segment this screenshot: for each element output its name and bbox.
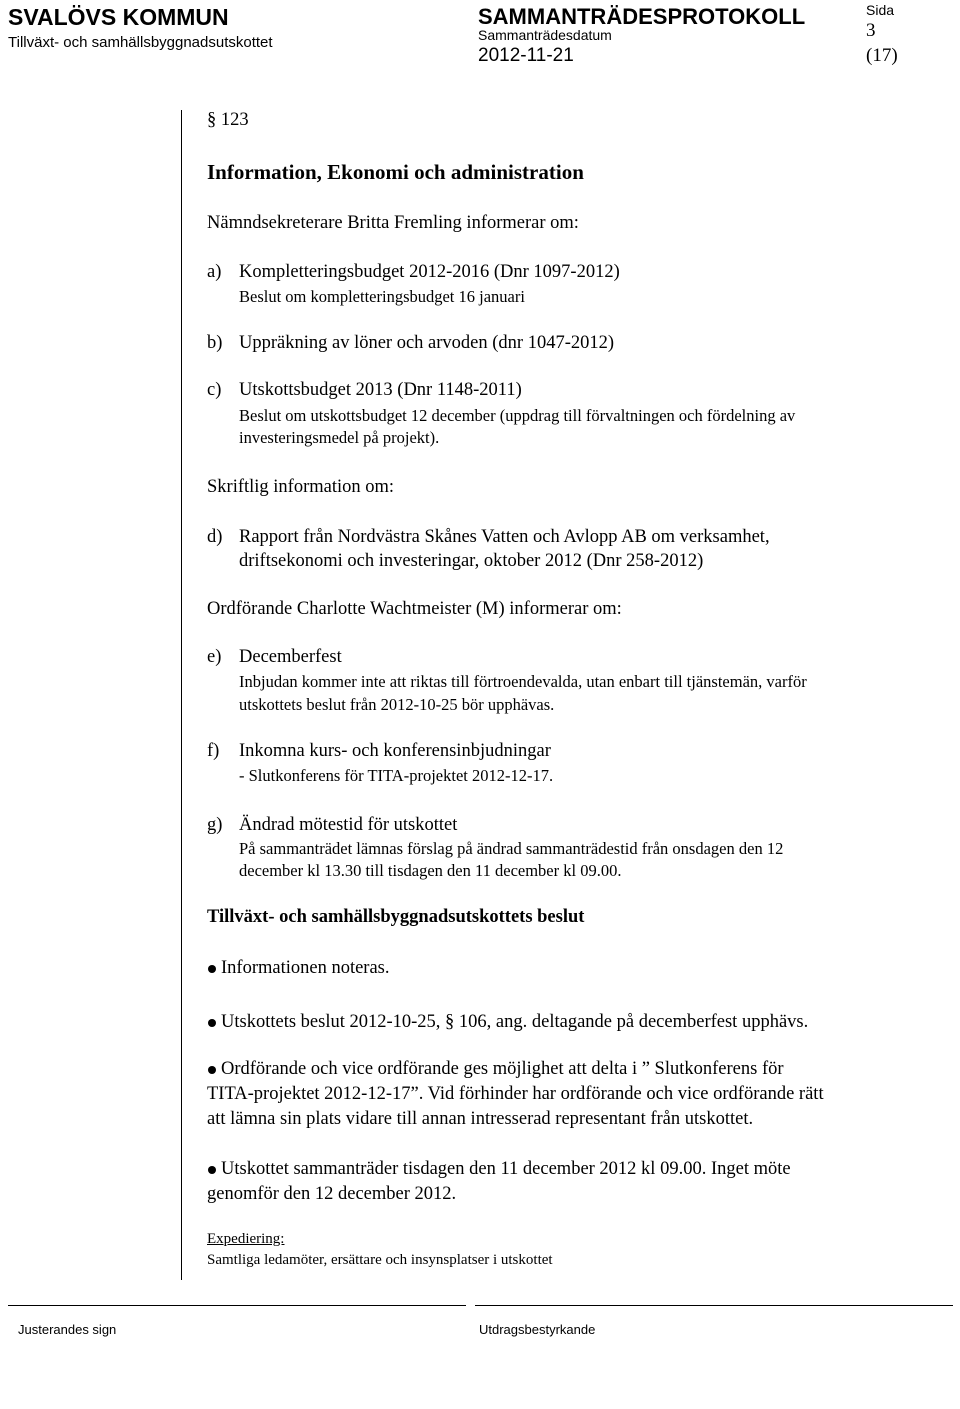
item-marker: e) bbox=[207, 647, 222, 667]
page-number: 3 bbox=[866, 20, 876, 41]
bullet-icon bbox=[208, 1066, 216, 1074]
item-detail: Inbjudan kommer inte att riktas till förtroendevalda, utan enbart till tjänstemän, varför bbox=[239, 672, 807, 691]
item-marker: f) bbox=[207, 741, 220, 761]
decision-text: Utskottet sammanträder tisdagen den 11 december 2012 kl 09.00. Inget möte bbox=[221, 1159, 791, 1179]
bullet-icon bbox=[208, 965, 216, 973]
footer-rule-left bbox=[8, 1305, 466, 1306]
intro-written: Skriftlig information om: bbox=[207, 477, 395, 497]
page-label: Sida bbox=[866, 2, 895, 18]
item-heading: Uppräkning av löner och arvoden (dnr 1047-2012) bbox=[239, 333, 615, 353]
decision-text: TITA-projektet 2012-12-17”. Vid förhinder har ordförande och vice ordförande rätt bbox=[207, 1084, 824, 1104]
extract-certification-label: Utdragsbestyrkande bbox=[479, 1322, 596, 1337]
page-total: (17) bbox=[866, 45, 898, 66]
expediting-label: Expediering: bbox=[207, 1231, 285, 1247]
meeting-date: 2012-11-21 bbox=[478, 45, 574, 66]
section-title: Information, Ekonomi och administration bbox=[207, 160, 584, 184]
item-marker: b) bbox=[207, 333, 223, 353]
meeting-date-label: Sammanträdesdatum bbox=[478, 27, 612, 43]
item-detail: På sammanträdet lämnas förslag på ändrad sammanträdestid från onsdagen den 12 bbox=[239, 839, 784, 858]
organization-name: SVALÖVS KOMMUN bbox=[8, 4, 229, 30]
expediting-recipients: Samtliga ledamöter, ersättare och insynsplatser i utskottet bbox=[207, 1252, 553, 1268]
item-detail: Beslut om utskottsbudget 12 december (uppdrag till förvaltningen och fördelning av bbox=[239, 406, 796, 425]
bullet-icon bbox=[208, 1166, 216, 1174]
protocol-title: SAMMANTRÄDESPROTOKOLL bbox=[478, 4, 806, 29]
adjuster-signature-label: Justerandes sign bbox=[18, 1322, 117, 1337]
item-heading: Decemberfest bbox=[239, 647, 342, 667]
item-text: Rapport från Nordvästra Skånes Vatten och Avlopp AB om verksamhet, bbox=[239, 527, 770, 547]
item-marker: c) bbox=[207, 380, 222, 400]
item-text: driftsekonomi och investeringar, oktober 2012 (Dnr 258-2012) bbox=[239, 551, 704, 571]
intro-secretary: Nämndsekreterare Britta Fremling informerar om: bbox=[207, 213, 579, 233]
decision-text: Informationen noteras. bbox=[221, 958, 390, 978]
item-heading: Kompletteringsbudget 2012-2016 (Dnr 1097-2012) bbox=[239, 262, 620, 282]
item-detail: utskottets beslut från 2012-10-25 bör upphävas. bbox=[239, 695, 555, 714]
decision-text: Ordförande och vice ordförande ges möjlighet att delta i ” Slutkonferens för bbox=[221, 1059, 784, 1079]
item-heading: Ändrad mötestid för utskottet bbox=[239, 815, 458, 835]
item-heading: Inkomna kurs- och konferensinbjudningar bbox=[239, 741, 551, 761]
item-marker: d) bbox=[207, 527, 223, 547]
item-detail: december kl 13.30 till tisdagen den 11 december kl 09.00. bbox=[239, 861, 622, 880]
committee-name: Tillväxt- och samhällsbyggnadsutskottet bbox=[8, 34, 273, 51]
paragraph-number: § 123 bbox=[207, 110, 249, 130]
item-detail: Beslut om kompletteringsbudget 16 januari bbox=[239, 287, 525, 306]
decision-text: Utskottets beslut 2012-10-25, § 106, ang. deltagande på decemberfest upphävs. bbox=[221, 1012, 809, 1032]
item-detail: - Slutkonferens för TITA-projektet 2012-12-17. bbox=[239, 766, 554, 785]
decision-text: att lämna sin plats vidare till annan intresserad representant från utskottet. bbox=[207, 1109, 754, 1129]
bullet-icon bbox=[208, 1019, 216, 1027]
item-heading: Utskottsbudget 2013 (Dnr 1148-2011) bbox=[239, 380, 522, 400]
footer-rule-right bbox=[475, 1305, 953, 1306]
margin-line bbox=[181, 110, 182, 1280]
intro-chair: Ordförande Charlotte Wachtmeister (M) informerar om: bbox=[207, 599, 622, 619]
decision-heading: Tillväxt- och samhällsbyggnadsutskottets beslut bbox=[207, 907, 585, 927]
decision-text: genomför den 12 december 2012. bbox=[207, 1184, 457, 1204]
item-detail: investeringsmedel på projekt). bbox=[239, 428, 440, 447]
item-marker: g) bbox=[207, 815, 223, 835]
item-marker: a) bbox=[207, 262, 222, 282]
